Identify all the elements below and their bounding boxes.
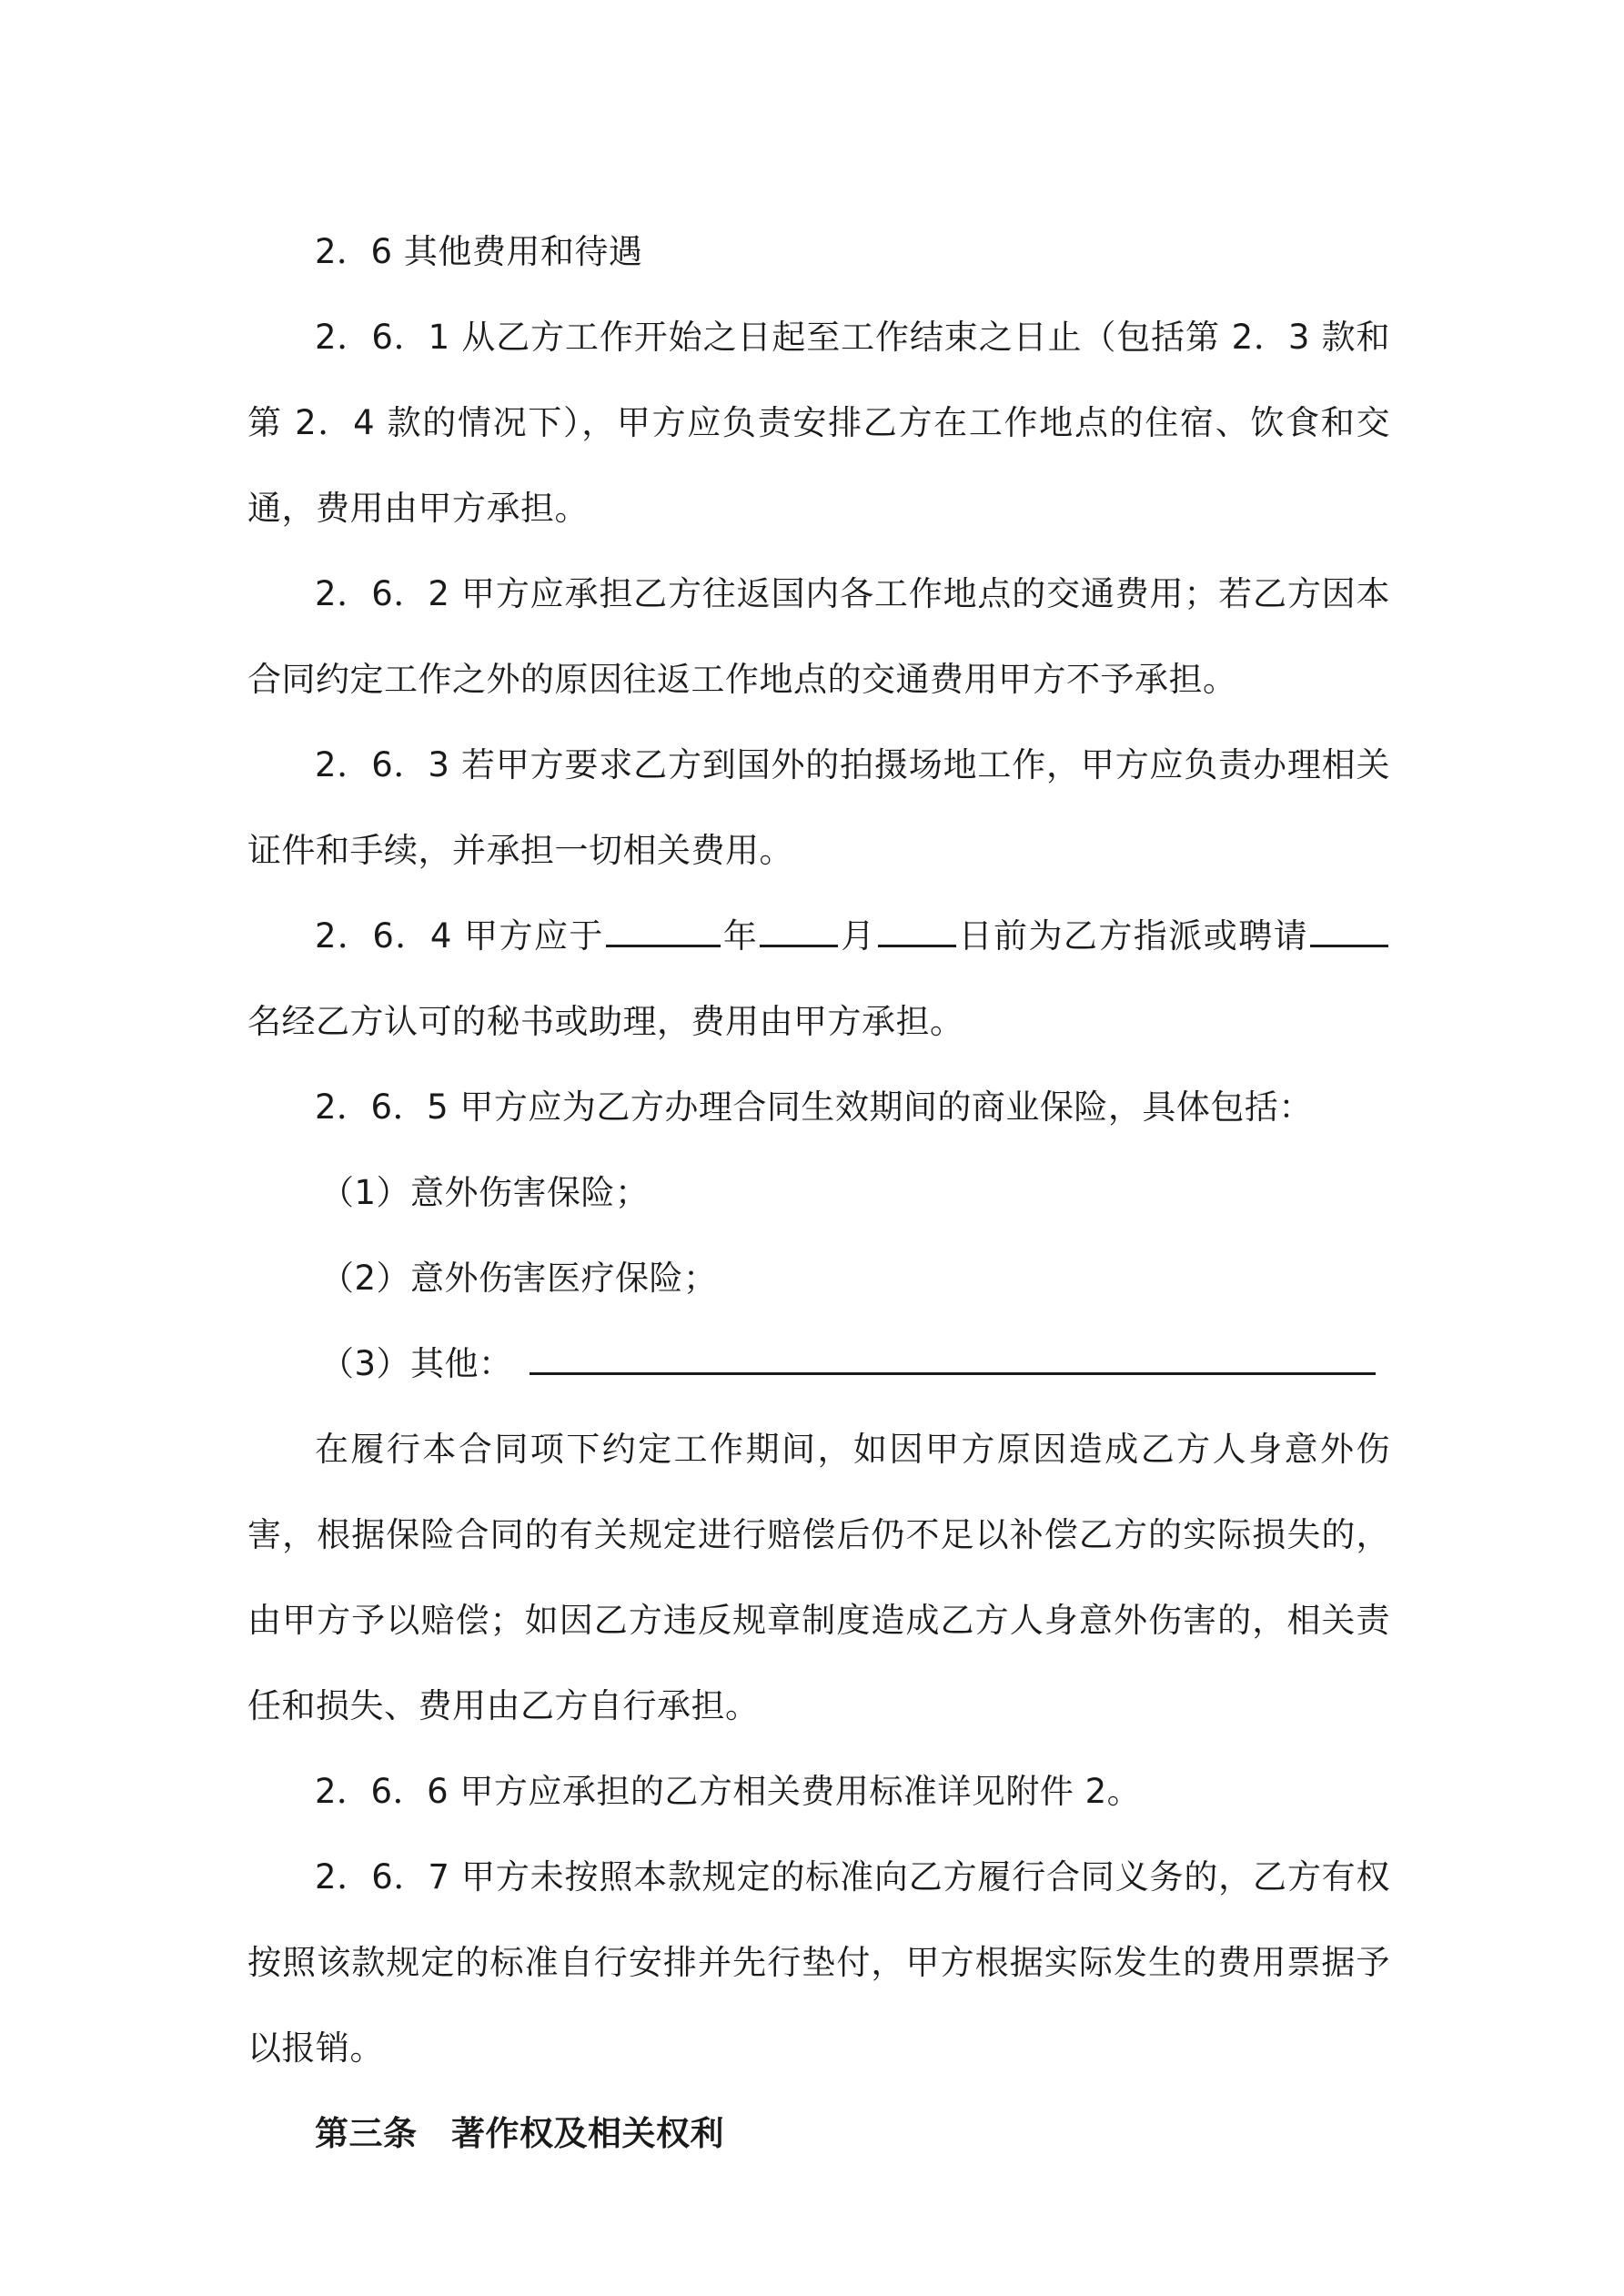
section-2-6-4-part3: 月 bbox=[840, 916, 876, 956]
month-blank[interactable] bbox=[760, 914, 838, 947]
insurance-item-3-label: （3）其他： bbox=[320, 1344, 513, 1383]
section-2-6-4-part4: 日前为乙方指派或聘请 bbox=[957, 916, 1309, 956]
day-blank[interactable] bbox=[878, 914, 956, 947]
section-2-6-1: 2．6．1 从乙方工作开始之日起至工作结束之日止（包括第 2．3 款和第 2．4 款的情况下），甲方应负责安排乙方在工作地点的住宿、饮食和交通，费用由甲方承担。 bbox=[247, 318, 1390, 528]
section-2-6-5: 2．6．5 甲方应为乙方办理合同生效期间的商业保险，具体包括： bbox=[315, 1087, 1313, 1127]
other-insurance-blank[interactable] bbox=[530, 1341, 1376, 1375]
article-3-title: 第三条 著作权及相关权利 bbox=[315, 2114, 724, 2153]
insurance-item-1: （1）意外伤害保险； bbox=[320, 1173, 650, 1212]
section-2-6-4-part5: 名经乙方认可的秘书或助理，费用由甲方承担。 bbox=[247, 1002, 964, 1041]
section-2-6-2: 2．6．2 甲方应承担乙方往返国内各工作地点的交通费用；若乙方因本合同约定工作之外的原因往返工作地点的交通费用甲方不予承担。 bbox=[247, 574, 1390, 699]
insurance-item-3 bbox=[247, 1321, 1390, 1407]
section-2-6-3: 2．6．3 若甲方要求乙方到国外的拍摄场地工作，甲方应负责办理相关证件和手续，并承担一切相关费用。 bbox=[247, 745, 1390, 870]
section-2-6-4-part1: 2．6．4 甲方应于 bbox=[315, 916, 604, 956]
section-2-6-4-part2: 年 bbox=[721, 916, 759, 956]
insurance-item-2: （2）意外伤害医疗保险； bbox=[320, 1259, 718, 1298]
assistant-count-blank[interactable] bbox=[1310, 914, 1388, 947]
section-2-6-title: 2．6 其他费用和待遇 bbox=[315, 232, 643, 271]
insurance-note: 在履行本合同项下约定工作期间，如因甲方原因造成乙方人身意外伤害，根据保险合同的有关规定进行赔偿后仍不足以补偿乙方的实际损失的，由甲方予以赔偿；如因乙方违反规章制度造成乙方人身意外伤害的，相关责任和损失、费用由乙方自行承担。 bbox=[247, 1430, 1390, 1725]
section-2-6-6: 2．6．6 甲方应承担的乙方相关费用标准详见附件 2。 bbox=[315, 1772, 1142, 1811]
document-page bbox=[247, 209, 1390, 2177]
section-2-6-4 bbox=[247, 894, 1390, 1065]
section-2-6-7: 2．6．7 甲方未按照本款规定的标准向乙方履行合同义务的，乙方有权按照该款规定的标准自行安排并先行垫付，甲方根据实际发生的费用票据予以报销。 bbox=[247, 1857, 1390, 2068]
year-blank[interactable] bbox=[606, 914, 721, 947]
